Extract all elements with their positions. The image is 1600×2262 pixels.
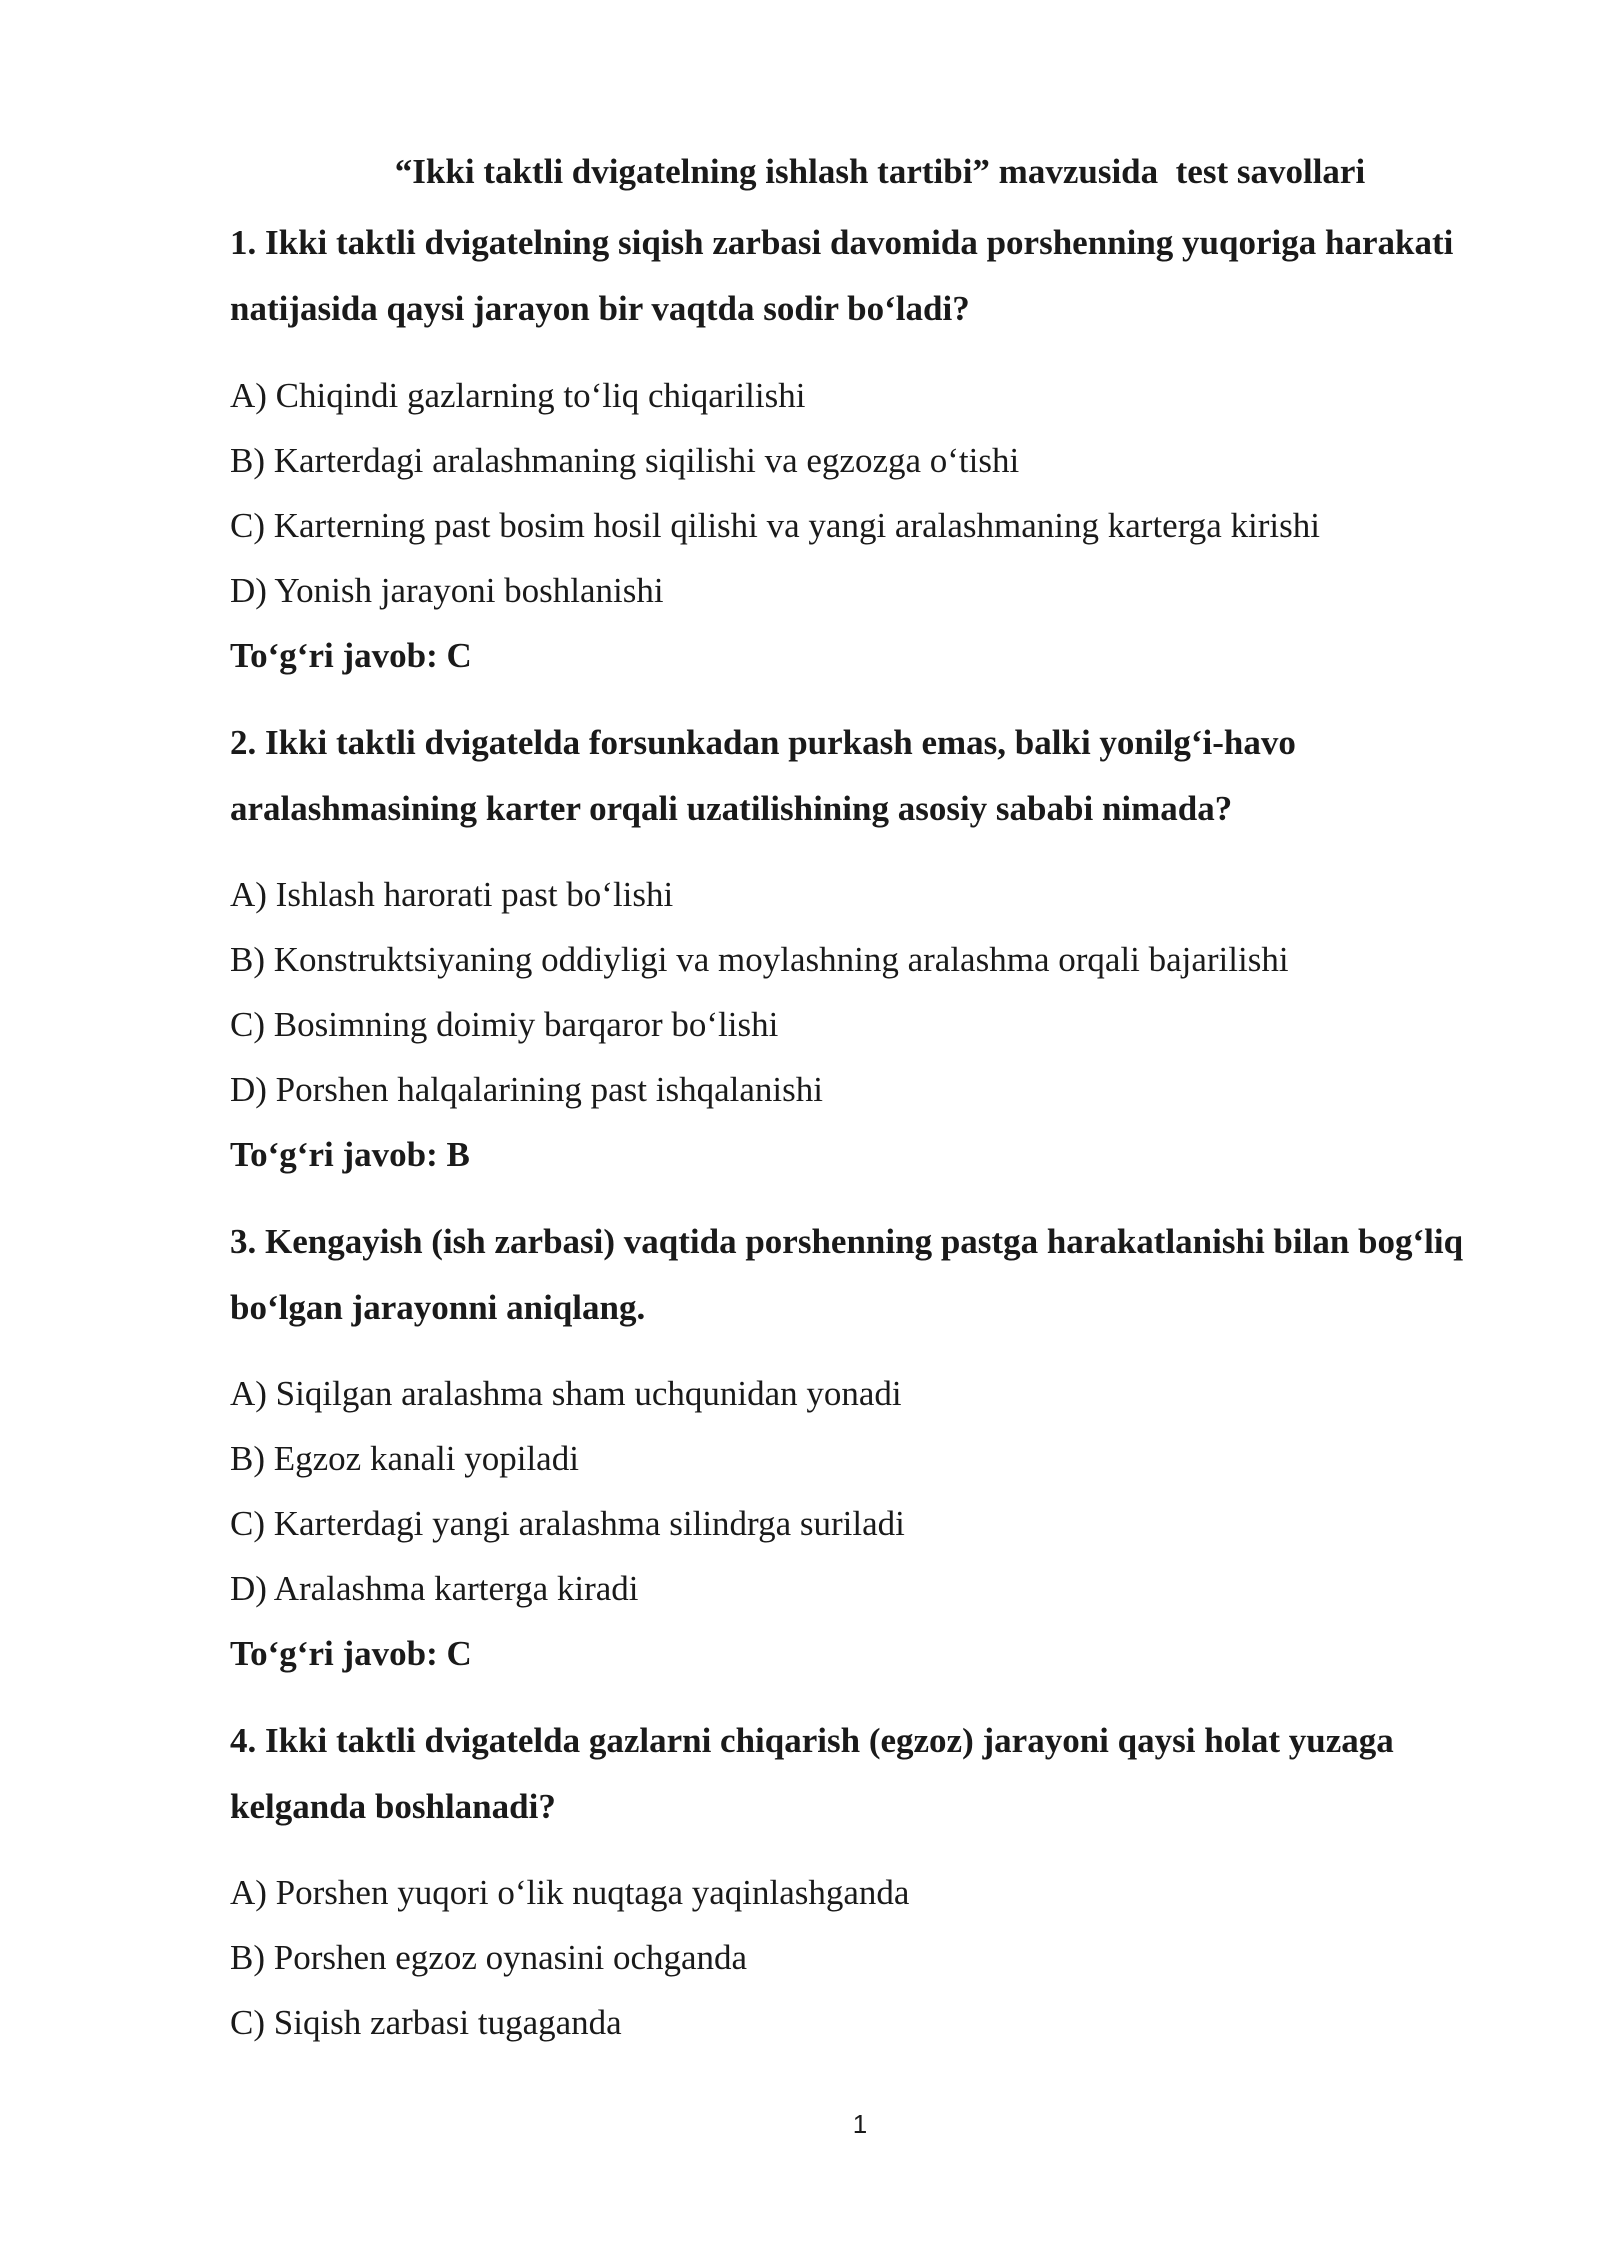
question-1-option-b: B) Karterdagi aralashmaning siqilishi va egzozga o‘tishi (230, 441, 1020, 480)
question-1-option-c: C) Karterning past bosim hosil qilishi va yangi aralashmaning karterga kirishi (230, 506, 1320, 545)
question-2-text: 2. Ikki taktli dvigatelda forsunkadan purkash emas, balki yonilg‘i-havo aralashmasining karter orqali uzatilishining asosiy sababi nimada? (230, 723, 1296, 828)
question-1-text: 1. Ikki taktli dvigatelning siqish zarbasi davomida porshenning yuqoriga harakati natijasida qaysi jarayon bir vaqtda sodir bo‘ladi? (230, 223, 1454, 328)
question-3-option-d: D) Aralashma karterga kiradi (230, 1569, 639, 1608)
question-3-option-b: B) Egzoz kanali yopiladi (230, 1439, 579, 1478)
question-1-answer: To‘g‘ri javob: C (230, 636, 472, 675)
question-4-option-c: C) Siqish zarbasi tugaganda (230, 2003, 622, 2042)
question-2-option-d: D) Porshen halqalarining past ishqalanishi (230, 1070, 823, 1109)
question-3-text: 3. Kengayish (ish zarbasi) vaqtida porshenning pastga harakatlanishi bilan bog‘liq bo‘lgan jarayonni aniqlang. (230, 1222, 1464, 1327)
question-3-option-a: A) Siqilgan aralashma sham uchqunidan yonadi (230, 1374, 902, 1413)
question-3-option-c: C) Karterdagi yangi aralashma silindrga suriladi (230, 1504, 905, 1543)
question-1-option-d: D) Yonish jarayoni boshlanishi (230, 571, 664, 610)
page-number: 1 (852, 2109, 868, 2139)
question-3-answer: To‘g‘ri javob: C (230, 1634, 472, 1673)
question-4-text: 4. Ikki taktli dvigatelda gazlarni chiqarish (egzoz) jarayoni qaysi holat yuzaga kelganda boshlanadi? (230, 1721, 1394, 1826)
document-title: “Ikki taktli dvigatelning ishlash tartibi” mavzusida test savollari (394, 152, 1366, 191)
question-2-answer: To‘g‘ri javob: B (230, 1135, 470, 1174)
question-4-option-a: A) Porshen yuqori o‘lik nuqtaga yaqinlashganda (230, 1873, 910, 1912)
question-2-option-c: C) Bosimning doimiy barqaror bo‘lishi (230, 1005, 779, 1044)
question-4-option-b: B) Porshen egzoz oynasini ochganda (230, 1938, 748, 1977)
question-2-option-a: A) Ishlash harorati past bo‘lishi (230, 875, 674, 914)
question-2-option-b: B) Konstruktsiyaning oddiyligi va moylashning aralashma orqali bajarilishi (230, 940, 1289, 979)
question-1-option-a: A) Chiqindi gazlarning to‘liq chiqarilishi (230, 376, 806, 415)
